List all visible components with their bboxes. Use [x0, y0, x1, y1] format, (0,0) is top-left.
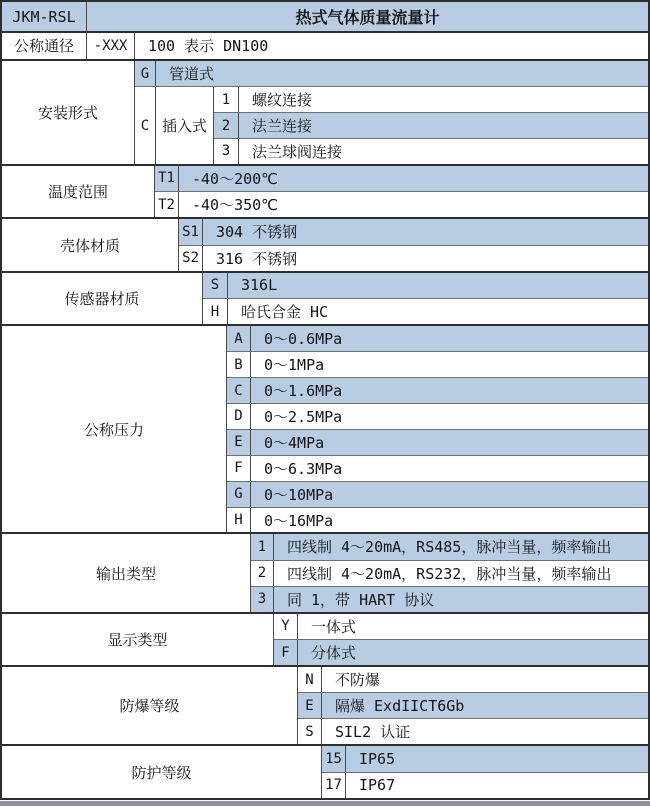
section-protection-grade — [2, 746, 648, 798]
option-code: C — [135, 87, 156, 164]
option-description: 螺纹连接 — [252, 91, 313, 110]
section-install-type — [2, 61, 648, 166]
option-description: SIL2 认证 — [335, 723, 411, 742]
bottom-shadow-bar — [0, 801, 650, 806]
section-nominal-pressure — [2, 326, 648, 534]
option-code: F — [227, 456, 251, 481]
option-code: E — [298, 693, 322, 718]
option-description: 不防爆 — [335, 671, 381, 690]
insert-type-block — [135, 87, 648, 164]
insert-type-label: 插入式 — [156, 87, 214, 164]
option-row — [298, 667, 648, 693]
section-label: 防爆等级 — [2, 667, 298, 744]
section-shell-material — [2, 219, 648, 273]
option-row — [274, 614, 648, 640]
section-label: 壳体材质 — [2, 219, 179, 271]
option-code: 2 — [251, 561, 274, 586]
option-row — [214, 113, 648, 139]
option-row — [227, 456, 648, 482]
option-code: S2 — [179, 246, 203, 271]
option-description: 管道式 — [169, 65, 215, 84]
option-code: N — [298, 667, 322, 692]
option-code: 15 — [322, 746, 346, 771]
option-code: A — [227, 326, 251, 351]
option-code: C — [227, 378, 251, 403]
option-code: 3 — [214, 139, 239, 164]
section-label: 传感器材质 — [2, 273, 203, 325]
option-description: -40～200℃ — [192, 169, 279, 188]
section-label: 温度范围 — [2, 166, 155, 218]
option-description: 四线制 4～20mA，RS232，脉冲当量，频率输出 — [287, 564, 612, 583]
option-description: 0～6.3MPa — [264, 459, 343, 478]
option-row — [203, 299, 648, 324]
section-label: 防护等级 — [2, 746, 322, 798]
section-explosion-proof-grade — [2, 667, 648, 746]
option-code: 17 — [322, 773, 346, 798]
option-row — [227, 482, 648, 508]
option-row — [203, 273, 648, 299]
option-code: 1 — [214, 87, 239, 112]
option-description: 100 表示 DN100 — [148, 37, 269, 56]
option-row — [227, 404, 648, 430]
option-code: G — [227, 482, 251, 507]
option-description: 一体式 — [311, 617, 357, 636]
option-row — [322, 746, 648, 772]
option-code: T2 — [155, 192, 179, 217]
table-title: 热式气体质量流量计 — [295, 8, 440, 27]
option-code: -XXX — [87, 33, 135, 59]
option-description: 0～4MPa — [264, 433, 325, 452]
option-row — [87, 33, 648, 59]
option-row — [179, 219, 648, 245]
option-description: 0～2.5MPa — [264, 407, 343, 426]
option-row — [227, 326, 648, 352]
option-row — [227, 430, 648, 456]
section-label: 公称通径 — [2, 33, 87, 59]
model-code: JKM-RSL — [2, 2, 87, 31]
table-header-row — [2, 2, 648, 33]
option-code: Y — [274, 614, 298, 639]
option-code: G — [135, 61, 156, 87]
option-row — [251, 534, 648, 560]
option-row — [227, 508, 648, 533]
option-code: D — [227, 404, 251, 429]
option-row — [298, 719, 648, 744]
option-code: 1 — [251, 534, 274, 559]
section-label: 显示类型 — [2, 614, 274, 666]
option-row — [251, 587, 648, 612]
option-code: 2 — [214, 113, 239, 138]
option-description: 0～16MPa — [264, 511, 334, 530]
option-row — [227, 378, 648, 404]
option-code: H — [203, 299, 228, 324]
option-description: 法兰球阀连接 — [252, 142, 343, 161]
option-code: T1 — [155, 166, 179, 191]
section-temperature-range — [2, 166, 648, 220]
option-code: E — [227, 430, 251, 455]
option-description: IP67 — [359, 776, 396, 795]
option-code: S1 — [179, 219, 203, 244]
option-row — [155, 192, 648, 217]
option-description: 同 1，带 HART 协议 — [287, 590, 435, 609]
option-description: 0～10MPa — [264, 485, 334, 504]
option-row — [135, 61, 648, 88]
option-row — [251, 561, 648, 587]
option-description: 0～1.6MPa — [264, 382, 343, 401]
option-code: S — [298, 719, 322, 744]
section-output-type — [2, 534, 648, 613]
option-row — [155, 166, 648, 192]
option-description: 316L — [241, 276, 278, 295]
section-label: 安装形式 — [2, 61, 135, 164]
option-description: 四线制 4～20mA，RS485，脉冲当量，频率输出 — [287, 538, 612, 557]
option-row — [298, 693, 648, 719]
option-description: 法兰连接 — [252, 117, 313, 136]
section-sensor-material — [2, 273, 648, 327]
option-description: 316 不锈钢 — [216, 249, 298, 268]
section-display-type — [2, 614, 648, 668]
option-code: B — [227, 352, 251, 377]
option-description: IP65 — [359, 750, 396, 769]
option-row — [227, 352, 648, 378]
option-description: -40～350℃ — [192, 196, 279, 215]
option-description: 分体式 — [311, 644, 357, 663]
section-label: 公称压力 — [2, 326, 227, 532]
option-description: 304 不锈钢 — [216, 223, 298, 242]
option-description: 0～0.6MPa — [264, 330, 343, 349]
option-code: H — [227, 508, 251, 533]
option-row — [214, 87, 648, 113]
option-row — [322, 773, 648, 798]
option-row — [179, 246, 648, 271]
option-code: 3 — [251, 587, 274, 612]
option-description: 0～1MPa — [264, 356, 325, 375]
section-label: 输出类型 — [2, 534, 251, 611]
section-nominal-diameter — [2, 33, 648, 61]
option-code: S — [203, 273, 228, 298]
option-row — [274, 640, 648, 665]
option-row — [214, 139, 648, 164]
option-description: 哈氏合金 HC — [241, 303, 329, 322]
option-code: F — [274, 640, 298, 665]
option-description: 隔爆 ExdIICT6Gb — [335, 697, 465, 716]
